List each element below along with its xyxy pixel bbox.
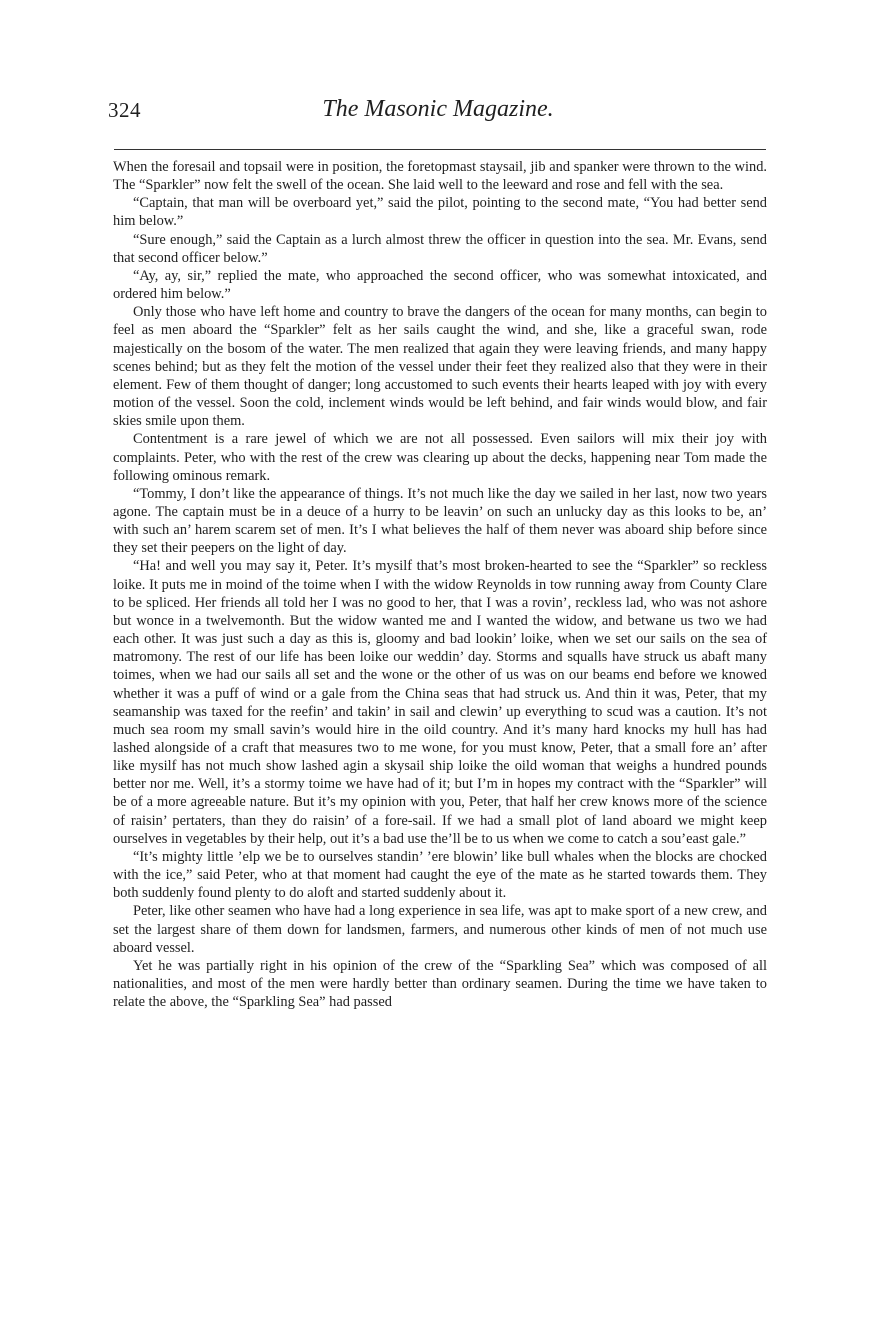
paragraph: “It’s mighty little ’elp we be to ourselves standin’ ’ere blowin’ like bull whales when the blocks are chocked with the ice,” said Peter, who at that moment had caught the eye of the mate as he started towards them. They both suddenly found plenty to do aloft and started suddenly about it. [113,848,767,902]
paragraph: Yet he was partially right in his opinion of the crew of the “Sparkling Sea” which was composed of all nationalities, and most of the men were hardly better than ordinary seamen. During the time we have taken to relate the above, the “Sparkling Sea” had passed [113,957,767,1011]
article-body [113,158,767,1011]
paragraph: Only those who have left home and country to brave the dangers of the ocean for many months, can begin to feel as men aboard the “Sparkler” felt as her sails caught the wind, and she, like a graceful swan, rode majestically on the bosom of the water. The men realized that again they were leaving friends, and many happy scenes behind; but as they felt the motion of the vessel under their feet they realized also that they were in their element. Few of them thought of danger; long accustomed to such events their hearts leaped with joy with every motion of the vessel. Soon the cold, inclement winds would be left behind, and fair winds would blow, and fair skies smile upon them. [113,304,767,430]
header-rule [114,149,766,150]
paragraph: “Tommy, I don’t like the appearance of things. It’s not much like the day we sailed in her last, now two years agone. The captain must be in a deuce of a hurry to be leavin’ on such an unlucky day as this looks to be, an’ with such an’ harem scarem set of men. It’s I what believes the half of them never was aboard ship before since they set their peepers on the light of day. [113,485,767,557]
paragraph: Contentment is a rare jewel of which we are not all possessed. Even sailors will mix their joy with complaints. Peter, who with the rest of the crew was clearing up about the decks, happening near Tom made the following ominous remark. [113,431,767,484]
page-number: 324 [108,98,141,122]
page-header [108,98,768,128]
paragraph: Peter, like other seamen who have had a long experience in sea life, was apt to make sport of a new crew, and set the largest share of them down for landsmen, farmers, and numerous other kinds of men of not much use aboard vessel. [113,903,767,956]
paragraph: “Captain, that man will be overboard yet,” said the pilot, pointing to the second mate, “You had better send him below.” [113,195,767,230]
paragraph: “Sure enough,” said the Captain as a lurch almost threw the officer in question into the sea. Mr. Evans, send that second officer below.” [113,231,767,266]
paragraph: “Ha! and well you may say it, Peter. It’s mysilf that’s most broken-hearted to see the “Sparkler” so reckless loike. It puts me in moind of the toime when I with the widow Reynolds in tow running away from County Clare to be spliced. Her friends all told her I was no good to her, that I was a rovin’, reckless lad, who was not ashore but wonce in a twelvemonth. But the widow wanted me and I wanted the widow, and betwane us two we had each other. It was just such a day as this is, gloomy and bad lookin’ loike, when we set our sails on the sea of matromony. The rest of our life has been loike our weddin’ day. Storms and squalls have struck us abaft many toimes, when we had our sails all set and the wone or the other of us was on our beams end before we knowed whether it was a puff of wind or a gale from the China seas that had struck us. And thin it was, Peter, that my seamanship was taxed for the reefin’ and takin’ in sail and clewin’ up everything to scud was a caution. It’s not much sea room my small savin’s would hire in the oild country. And it’s many hard knocks my hull has had lashed alongside of a craft that measures two to me wone, for you must know, Peter, that a small fore an’ after like mysilf has not much show lashed agin a skysail ship loike the oild woman that weighs a hundred pounds better nor me. Well, it’s a stormy toime we have had of it; but I’m in hopes my contract with the “Sparkler” will be of a more agreeable nature. But it’s my opinion with you, Peter, that half her crew knows more of the science of raisin’ pertaters, than they do raisin’ of a fore-sail. If we had a small plot of land aboard we might keep ourselves in vegetables by their help, out it’s a bad use the’ll be to us when we come to catch a sou’east gale.” [113,558,767,847]
running-title: The Masonic Magazine. [322,96,554,122]
paragraph: “Ay, ay, sir,” replied the mate, who approached the second officer, who was somewhat intoxicated, and ordered him below.” [113,267,767,303]
paragraph: When the foresail and topsail were in position, the foretopmast staysail, jib and spanker were thrown to the wind. The “Sparkler” now felt the swell of the ocean. She laid well to the leeward and rose and fell with the sea. [113,159,767,194]
